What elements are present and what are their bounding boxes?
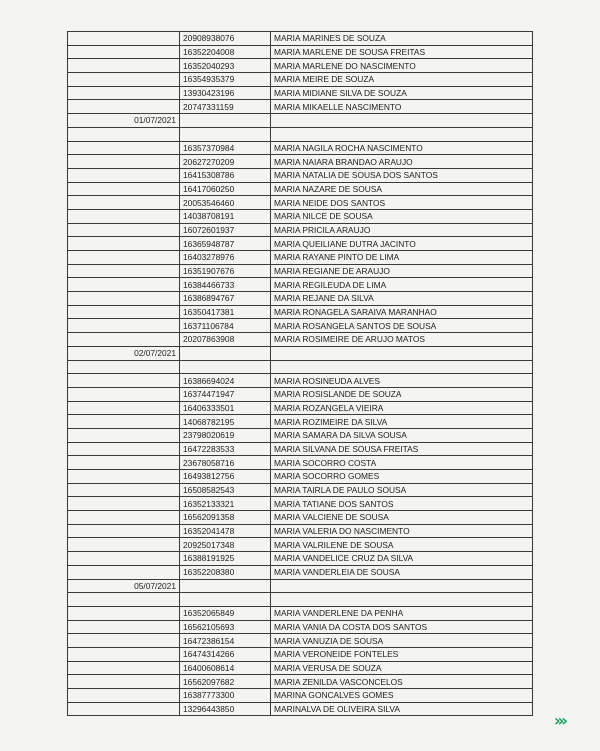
id-cell: 16474314266 bbox=[180, 647, 271, 661]
date-cell bbox=[68, 278, 180, 292]
name-cell: MARIA VANDERLENE DA PENHA bbox=[271, 606, 533, 620]
name-cell: MARIA VANIA DA COSTA DOS SANTOS bbox=[271, 620, 533, 634]
table-row bbox=[68, 552, 533, 566]
table-row bbox=[68, 374, 533, 388]
date-cell bbox=[68, 360, 180, 374]
name-cell: MARINALVA DE OLIVEIRA SILVA bbox=[271, 702, 533, 716]
table-row bbox=[68, 620, 533, 634]
date-cell bbox=[68, 86, 180, 100]
blank-row bbox=[68, 593, 533, 607]
table-row bbox=[68, 292, 533, 306]
date-cell bbox=[68, 647, 180, 661]
id-cell: 16406333501 bbox=[180, 401, 271, 415]
id-cell: 20925017348 bbox=[180, 538, 271, 552]
id-cell: 16350417381 bbox=[180, 305, 271, 319]
name-cell: MARIA TAIRLA DE PAULO SOUSA bbox=[271, 483, 533, 497]
table-row bbox=[68, 209, 533, 223]
date-cell bbox=[68, 305, 180, 319]
table-row bbox=[68, 538, 533, 552]
name-cell: MARIA ROZIMEIRE DA SILVA bbox=[271, 415, 533, 429]
table-row bbox=[68, 264, 533, 278]
id-cell: 16352204008 bbox=[180, 45, 271, 59]
id-cell: 20207863908 bbox=[180, 333, 271, 347]
table-row bbox=[68, 223, 533, 237]
id-cell: 13930423196 bbox=[180, 86, 271, 100]
name-cell bbox=[271, 593, 533, 607]
id-cell: 16386894767 bbox=[180, 292, 271, 306]
table-row bbox=[68, 237, 533, 251]
name-cell: MARIA VANDERLEIA DE SOUSA bbox=[271, 565, 533, 579]
name-cell: MARIA MARINES DE SOUZA bbox=[271, 32, 533, 46]
name-cell bbox=[271, 114, 533, 128]
table-row bbox=[68, 456, 533, 470]
table-body bbox=[68, 32, 533, 716]
date-cell bbox=[68, 442, 180, 456]
date-cell: 02/07/2021 bbox=[68, 346, 180, 360]
table-row bbox=[68, 675, 533, 689]
id-cell: 16562091358 bbox=[180, 511, 271, 525]
table-row bbox=[68, 251, 533, 265]
vaccination-list-table bbox=[67, 31, 533, 716]
table-row bbox=[68, 442, 533, 456]
id-cell: 16387773300 bbox=[180, 689, 271, 703]
id-cell: 14068782195 bbox=[180, 415, 271, 429]
name-cell: MARIA NAZARE DE SOUSA bbox=[271, 182, 533, 196]
name-cell: MARIA MARLENE DO NASCIMENTO bbox=[271, 59, 533, 73]
id-cell: 16493812756 bbox=[180, 470, 271, 484]
name-cell: MARIA MARLENE DE SOUSA FREITAS bbox=[271, 45, 533, 59]
name-cell: MARIA RAYANE PINTO DE LIMA bbox=[271, 251, 533, 265]
name-cell: MARIA ROSANGELA SANTOS DE SOUSA bbox=[271, 319, 533, 333]
date-cell bbox=[68, 511, 180, 525]
table-row bbox=[68, 168, 533, 182]
id-cell bbox=[180, 579, 271, 593]
date-cell bbox=[68, 387, 180, 401]
name-cell: MARIA REGILEUDA DE LIMA bbox=[271, 278, 533, 292]
name-cell: MARIA ROSIMEIRE DE ARUJO MATOS bbox=[271, 333, 533, 347]
date-cell: 05/07/2021 bbox=[68, 579, 180, 593]
date-cell bbox=[68, 292, 180, 306]
id-cell: 20908938076 bbox=[180, 32, 271, 46]
id-cell: 16400608614 bbox=[180, 661, 271, 675]
table-row bbox=[68, 634, 533, 648]
triple-chevron-right-icon[interactable]: ››› bbox=[554, 711, 565, 730]
table-row bbox=[68, 196, 533, 210]
id-cell: 16072601937 bbox=[180, 223, 271, 237]
date-cell bbox=[68, 319, 180, 333]
table-row bbox=[68, 319, 533, 333]
table-row bbox=[68, 470, 533, 484]
table-row bbox=[68, 73, 533, 87]
blank-row bbox=[68, 127, 533, 141]
id-cell bbox=[180, 593, 271, 607]
id-cell: 16352040293 bbox=[180, 59, 271, 73]
table-row bbox=[68, 497, 533, 511]
id-cell: 20627270209 bbox=[180, 155, 271, 169]
id-cell: 16365948787 bbox=[180, 237, 271, 251]
date-cell bbox=[68, 264, 180, 278]
name-cell: MARIA REGIANE DE ARAUJO bbox=[271, 264, 533, 278]
table-row bbox=[68, 141, 533, 155]
date-cell bbox=[68, 59, 180, 73]
name-cell: MARIA RONAGELA SARAIVA MARANHAO bbox=[271, 305, 533, 319]
name-cell: MARIA NAGILA ROCHA NASCIMENTO bbox=[271, 141, 533, 155]
date-cell bbox=[68, 634, 180, 648]
name-cell: MARIA VANUZIA DE SOUSA bbox=[271, 634, 533, 648]
name-cell bbox=[271, 127, 533, 141]
id-cell: 16384466733 bbox=[180, 278, 271, 292]
table-row bbox=[68, 278, 533, 292]
id-cell: 16562097682 bbox=[180, 675, 271, 689]
table-row bbox=[68, 511, 533, 525]
table-row bbox=[68, 483, 533, 497]
id-cell: 16417060250 bbox=[180, 182, 271, 196]
name-cell: MARIA SOCORRO GOMES bbox=[271, 470, 533, 484]
name-cell: MARIA MIKAELLE NASCIMENTO bbox=[271, 100, 533, 114]
id-cell bbox=[180, 127, 271, 141]
date-row bbox=[68, 346, 533, 360]
id-cell: 16388191925 bbox=[180, 552, 271, 566]
name-cell bbox=[271, 579, 533, 593]
date-cell bbox=[68, 237, 180, 251]
date-cell bbox=[68, 565, 180, 579]
id-cell: 16562105693 bbox=[180, 620, 271, 634]
date-cell bbox=[68, 155, 180, 169]
table-row bbox=[68, 606, 533, 620]
name-cell: MARIA MIDIANE SILVA DE SOUZA bbox=[271, 86, 533, 100]
name-cell: MARIA VALRILENE DE SOUSA bbox=[271, 538, 533, 552]
table-row bbox=[68, 689, 533, 703]
id-cell: 16472386154 bbox=[180, 634, 271, 648]
date-cell bbox=[68, 620, 180, 634]
table-row bbox=[68, 155, 533, 169]
date-cell bbox=[68, 470, 180, 484]
table-row bbox=[68, 45, 533, 59]
name-cell: MARIA MEIRE DE SOUZA bbox=[271, 73, 533, 87]
date-row bbox=[68, 579, 533, 593]
name-cell bbox=[271, 346, 533, 360]
date-cell bbox=[68, 100, 180, 114]
date-cell bbox=[68, 497, 180, 511]
name-cell: MARIA ROZANGELA VIEIRA bbox=[271, 401, 533, 415]
table-row bbox=[68, 702, 533, 716]
name-cell bbox=[271, 360, 533, 374]
id-cell: 16386694024 bbox=[180, 374, 271, 388]
name-cell: MARIA NILCE DE SOUSA bbox=[271, 209, 533, 223]
id-cell: 16352133321 bbox=[180, 497, 271, 511]
table-row bbox=[68, 305, 533, 319]
name-cell: MARIA NAIARA BRANDAO ARAUJO bbox=[271, 155, 533, 169]
id-cell: 16352041478 bbox=[180, 524, 271, 538]
id-cell: 16508582543 bbox=[180, 483, 271, 497]
date-cell bbox=[68, 401, 180, 415]
date-cell: 01/07/2021 bbox=[68, 114, 180, 128]
id-cell: 13296443850 bbox=[180, 702, 271, 716]
name-cell: MARIA SOCORRO COSTA bbox=[271, 456, 533, 470]
date-cell bbox=[68, 415, 180, 429]
name-cell: MARIA REJANE DA SILVA bbox=[271, 292, 533, 306]
table-row bbox=[68, 333, 533, 347]
date-cell bbox=[68, 702, 180, 716]
id-cell: 16352065849 bbox=[180, 606, 271, 620]
name-cell: MARIA QUEILIANE DUTRA JACINTO bbox=[271, 237, 533, 251]
name-cell: MARIA ZENILDA VASCONCELOS bbox=[271, 675, 533, 689]
id-cell bbox=[180, 360, 271, 374]
id-cell: 20747331159 bbox=[180, 100, 271, 114]
table-row bbox=[68, 100, 533, 114]
date-cell bbox=[68, 127, 180, 141]
id-cell: 16371106784 bbox=[180, 319, 271, 333]
date-cell bbox=[68, 689, 180, 703]
name-cell: MARIA NEIDE DOS SANTOS bbox=[271, 196, 533, 210]
date-cell bbox=[68, 333, 180, 347]
name-cell: MARIA PRICILA ARAUJO bbox=[271, 223, 533, 237]
name-cell: MARIA NATALIA DE SOUSA DOS SANTOS bbox=[271, 168, 533, 182]
id-cell: 20053546460 bbox=[180, 196, 271, 210]
table-row bbox=[68, 524, 533, 538]
name-cell: MARIA VERUSA DE SOUZA bbox=[271, 661, 533, 675]
date-cell bbox=[68, 196, 180, 210]
date-cell bbox=[68, 73, 180, 87]
id-cell: 16357370984 bbox=[180, 141, 271, 155]
name-cell: MARIA SAMARA DA SILVA SOUSA bbox=[271, 428, 533, 442]
table-row bbox=[68, 32, 533, 46]
id-cell: 16403278976 bbox=[180, 251, 271, 265]
id-cell bbox=[180, 346, 271, 360]
name-cell: MARIA VERONEIDE FONTELES bbox=[271, 647, 533, 661]
id-cell: 14038708191 bbox=[180, 209, 271, 223]
date-cell bbox=[68, 552, 180, 566]
table-row bbox=[68, 182, 533, 196]
name-cell: MARIA TATIANE DOS SANTOS bbox=[271, 497, 533, 511]
date-cell bbox=[68, 32, 180, 46]
table-row bbox=[68, 387, 533, 401]
table-row bbox=[68, 565, 533, 579]
name-cell: MARIA ROSISLANDE DE SOUZA bbox=[271, 387, 533, 401]
name-cell: MARIA SILVANA DE SOUSA FREITAS bbox=[271, 442, 533, 456]
date-cell bbox=[68, 524, 180, 538]
date-cell bbox=[68, 168, 180, 182]
date-cell bbox=[68, 593, 180, 607]
date-cell bbox=[68, 538, 180, 552]
date-cell bbox=[68, 483, 180, 497]
date-cell bbox=[68, 251, 180, 265]
id-cell bbox=[180, 114, 271, 128]
date-cell bbox=[68, 428, 180, 442]
date-cell bbox=[68, 675, 180, 689]
id-cell: 23798020619 bbox=[180, 428, 271, 442]
name-cell: MARIA ROSINEUDA ALVES bbox=[271, 374, 533, 388]
date-cell bbox=[68, 182, 180, 196]
id-cell: 16351907676 bbox=[180, 264, 271, 278]
name-cell: MARIA VALERIA DO NASCIMENTO bbox=[271, 524, 533, 538]
table-row bbox=[68, 415, 533, 429]
table-row bbox=[68, 661, 533, 675]
date-cell bbox=[68, 456, 180, 470]
id-cell: 16352208380 bbox=[180, 565, 271, 579]
date-row bbox=[68, 114, 533, 128]
date-cell bbox=[68, 374, 180, 388]
date-cell bbox=[68, 141, 180, 155]
name-cell: MARINA GONCALVES GOMES bbox=[271, 689, 533, 703]
table-row bbox=[68, 647, 533, 661]
date-cell bbox=[68, 606, 180, 620]
name-cell: MARIA VALCIENE DE SOUSA bbox=[271, 511, 533, 525]
id-cell: 16374471947 bbox=[180, 387, 271, 401]
id-cell: 16415308786 bbox=[180, 168, 271, 182]
table-row bbox=[68, 401, 533, 415]
date-cell bbox=[68, 661, 180, 675]
table-row bbox=[68, 428, 533, 442]
id-cell: 16354935379 bbox=[180, 73, 271, 87]
table-row bbox=[68, 59, 533, 73]
id-cell: 16472283533 bbox=[180, 442, 271, 456]
blank-row bbox=[68, 360, 533, 374]
id-cell: 23678058716 bbox=[180, 456, 271, 470]
date-cell bbox=[68, 45, 180, 59]
table-row bbox=[68, 86, 533, 100]
date-cell bbox=[68, 209, 180, 223]
name-cell: MARIA VANDELICE CRUZ DA SILVA bbox=[271, 552, 533, 566]
date-cell bbox=[68, 223, 180, 237]
